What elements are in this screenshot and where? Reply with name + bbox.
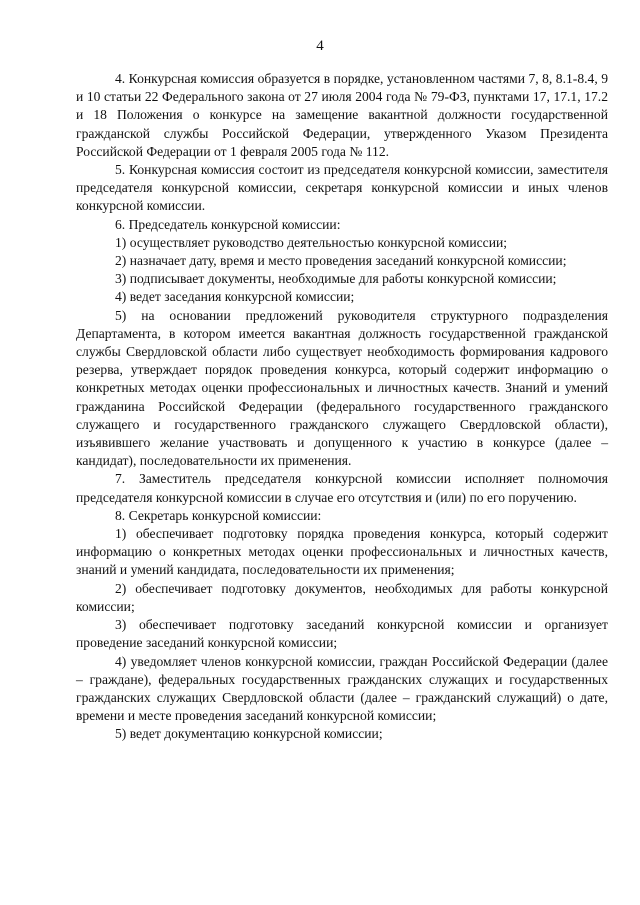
paragraph-item-8-3: 3) обеспечивает подготовку заседаний конкурсной комиссии и организует проведение заседаний конкурсной комиссии; xyxy=(76,617,608,651)
paragraph-item-4: 4. Конкурсная комиссия образуется в порядке, установленном частями 7, 8, 8.1-8.4, 9 и 10 статьи 22 Федерального закона от 27 июля 2004 года № 79-ФЗ, пунктами 17, 17.1, 17.2 и 18 Положения о конкурсе на замещение вакантной должности государственной гражданской службы Российской Федерации, утвержденного Указом Президента Российской Федерации от 1 февраля 2005 года № 112. xyxy=(76,71,608,159)
paragraph-item-8-heading: 8. Секретарь конкурсной комиссии: xyxy=(115,507,322,523)
document-body xyxy=(76,70,608,744)
paragraph-item-8-4: 4) уведомляет членов конкурсной комиссии, граждан Российской Федерации (далее – граждане), федеральных государственных гражданских служащих и государственных гражданских служащих Свердловской области (далее – гражданский служащий) о дате, времени и месте проведения заседаний конкурсной комиссии; xyxy=(76,653,608,724)
paragraph-item-8-5: 5) ведет документацию конкурсной комиссии; xyxy=(115,726,383,742)
paragraph-item-6-4: 4) ведет заседания конкурсной комиссии; xyxy=(115,289,355,305)
paragraph-item-6-heading: 6. Председатель конкурсной комиссии: xyxy=(115,216,341,232)
paragraph-item-6-3: 3) подписывает документы, необходимые для работы конкурсной комиссии; xyxy=(115,271,557,287)
paragraph-item-7: 7. Заместитель председателя конкурсной комиссии исполняет полномочия председателя конкурсной комиссии в случае его отсутствия и (или) по его поручению. xyxy=(76,471,608,505)
paragraph-item-8-1: 1) обеспечивает подготовку порядка проведения конкурса, который содержит информацию о конкретных методах оценки профессиональных и личностных качеств, знаний и умений кандидата, последовательности их применения; xyxy=(76,526,608,578)
paragraph-item-8-2: 2) обеспечивает подготовку документов, необходимых для работы конкурсной комиссии; xyxy=(76,580,608,614)
paragraph-item-6-5: 5) на основании предложений руководителя структурного подразделения Департамента, в котором имеется вакантная должность государственной гражданской службы Свердловской области либо существует необходимость формирования кадрового резерва, утверждает порядок проведения конкурса, который содержит информацию о конкретных методах оценки профессиональных и личностных качеств. Знаний и умений гражданина Российской Федерации (федерального государственного гражданского служащего и государственного гражданского служащего Свердловской области), изъявившего желание участвовать и допущенного к участию в конкурсе (далее – кандидат), последовательности их применения. xyxy=(76,307,608,469)
paragraph-item-5: 5. Конкурсная комиссия состоит из председателя конкурсной комиссии, заместителя председателя конкурсной комиссии, секретаря конкурсной комиссии и иных членов конкурсной комиссии. xyxy=(76,162,608,214)
paragraph-item-6-1: 1) осуществляет руководство деятельностью конкурсной комиссии; xyxy=(115,234,508,250)
paragraph-item-6-2: 2) назначает дату, время и место проведения заседаний конкурсной комиссии; xyxy=(115,253,567,269)
page-number: 4 xyxy=(316,38,324,54)
